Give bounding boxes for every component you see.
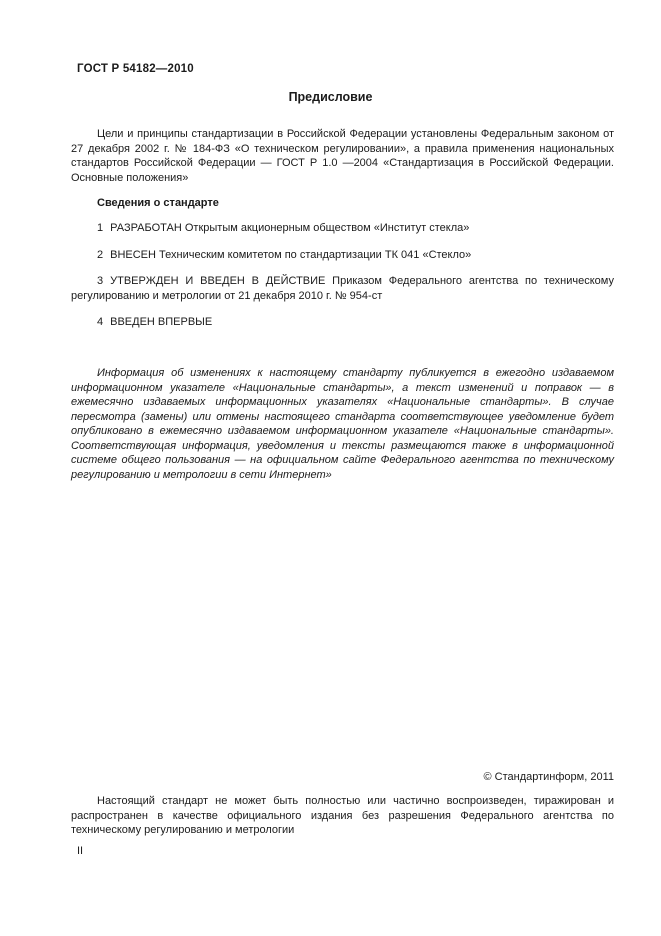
item-number: 4 bbox=[97, 316, 104, 328]
reproduction-notice: Настоящий стандарт не может быть полностью или частично воспроизведен, тиражирован и распространен в качестве официального издания без разрешения Федерального агентства по техническому регулированию и метрологии bbox=[71, 795, 614, 836]
page-title: Предисловие bbox=[288, 90, 373, 104]
doc-code: ГОСТ Р 54182—2010 bbox=[77, 63, 194, 75]
copyright-line: © Стандартинформ, 2011 bbox=[483, 771, 614, 783]
standard-info-item-4 bbox=[71, 315, 614, 330]
standard-info-item-2 bbox=[71, 248, 614, 263]
item-text: РАЗРАБОТАН Открытым акционерным обществом «Институт стекла» bbox=[110, 222, 470, 234]
item-number: 1 bbox=[97, 222, 104, 234]
item-text: ВНЕСЕН Техническим комитетом по стандартизации ТК 041 «Стекло» bbox=[110, 249, 472, 261]
item-text: УТВЕРЖДЕН И ВВЕДЕН В ДЕЙСТВИЕ Приказом Федерального агентства по техническому регулированию и метрологии от 21 декабря 2010 г. № 954-ст bbox=[71, 275, 614, 302]
standard-info-item-3 bbox=[71, 274, 614, 303]
item-text: ВВЕДЕН ВПЕРВЫЕ bbox=[110, 316, 213, 328]
standard-info-item-1 bbox=[71, 221, 614, 236]
intro-paragraph: Цели и принципы стандартизации в Российской Федерации установлены Федеральным законом от 27 декабря 2002 г. № 184-ФЗ «О техническом регулировании», а правила применения национальных стандартов Российской Федерации — ГОСТ Р 1.0 —2004 «Стандартизация в Российской Федерации. Основные положения» bbox=[71, 128, 614, 184]
amendment-notice: Информация об изменениях к настоящему стандарту публикуется в ежегодно издаваемом информационном указателе «Национальные стандарты», а текст изменений и поправок — в ежемесячно издаваемых информационных указателях «Национальные стандарты». В случае пересмотра (замены) или отмены настоящего стандарта соответствующее уведомление будет опубликовано в ежемесячно издаваемом информационном указателе «Национальные стандарты». Соответствующая информация, уведомления и тексты размещаются также в информационной системе общего пользования — на официальном сайте Федерального агентства по техническому регулированию и метрологии в сети Интернет» bbox=[71, 367, 614, 481]
standard-info-heading: Сведения о стандарте bbox=[97, 197, 219, 209]
item-number: 2 bbox=[97, 249, 104, 261]
page-number: II bbox=[77, 845, 84, 857]
item-number: 3 bbox=[97, 275, 104, 287]
